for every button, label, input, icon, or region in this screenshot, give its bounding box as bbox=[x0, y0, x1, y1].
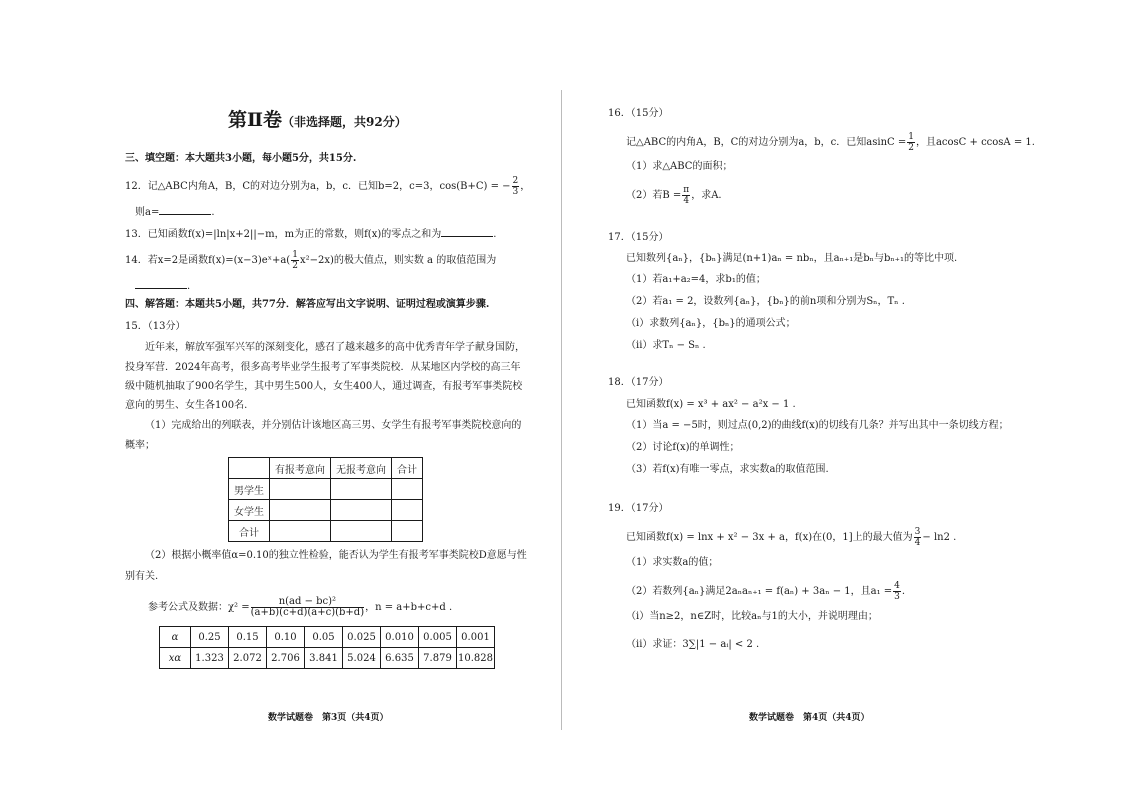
page-footer-4: 数学试题卷 第4页（共4页） bbox=[749, 713, 870, 723]
rt-cell: 0.010 bbox=[381, 627, 419, 648]
chi-square-lhs: χ² = bbox=[228, 602, 250, 613]
rt-cell: 6.635 bbox=[381, 648, 419, 669]
rt-cell: 0.001 bbox=[457, 627, 495, 648]
ct-cell[interactable] bbox=[392, 500, 423, 521]
chi-square-fraction bbox=[251, 597, 364, 618]
q19-part2-end: . bbox=[901, 586, 906, 597]
section-title bbox=[228, 107, 407, 135]
q14-answer-end: . bbox=[187, 281, 191, 292]
rt-cell: 0.15 bbox=[229, 627, 267, 648]
ct-cell[interactable] bbox=[270, 521, 331, 542]
q13-end: . bbox=[493, 229, 497, 240]
q16-part2-text: （2）若B = bbox=[626, 190, 682, 201]
rt-cell: 0.10 bbox=[267, 627, 305, 648]
q18-part1: （1）当a = −5时，则过点(0,2)的曲线f(x)的切线有几条？并写出其中一条切线方程； bbox=[626, 420, 1009, 431]
table-row bbox=[229, 521, 423, 542]
q15-paragraph-2: 投身军营．2024年高考，很多高考毕业学生报考了军事类院校．从某地区内学校的高三年 bbox=[125, 362, 521, 373]
rt-cell: 0.25 bbox=[191, 627, 229, 648]
critical-value-table bbox=[159, 626, 495, 669]
q16-frac-den: 2 bbox=[908, 143, 914, 153]
q14-fraction bbox=[291, 250, 299, 271]
question-12 bbox=[125, 176, 530, 197]
section-4-heading: 四、解答题：本题共5小题，共77分．解答应写出文字说明、证明过程或演算步骤. bbox=[125, 299, 490, 310]
rt-cell: 2.706 bbox=[267, 648, 305, 669]
question-14-answer-line bbox=[135, 278, 190, 294]
q16-part1: （1）求△ABC的面积； bbox=[626, 161, 733, 172]
ct-cell[interactable] bbox=[270, 500, 331, 521]
q17-part2-ii: （ii）求Tₙ − Sₙ . bbox=[626, 340, 706, 351]
q19-part2-frac-den: 3 bbox=[894, 592, 900, 602]
q17-statement: 已知数列{aₙ}，{bₙ}满足(n+1)aₙ = nbₙ，且aₙ₊₁是bₙ与bₙ₊₁的等比中项. bbox=[626, 253, 958, 264]
q15-paragraph-1: 近年来，解放军强军兴军的深刻变化，感召了越来越多的高中优秀青年学子献身国防， bbox=[145, 342, 525, 353]
question-12-answer-line bbox=[135, 204, 215, 220]
q18-part3: （3）若f(x)有唯一零点，求实数a的取值范围. bbox=[626, 464, 829, 475]
q15-part2-a: （2）根据小概率值α=0.10的独立性检验，能否认为学生有报考军事类院校D意愿与性 bbox=[145, 550, 527, 561]
q17-part2: （2）若a₁ = 2，设数列{aₙ}，{bₙ}的前n项和分别为Sₙ，Tₙ . bbox=[626, 296, 905, 307]
ct-row-label: 男学生 bbox=[229, 479, 270, 500]
q16-text-end: ，且acosC + ccosA = 1. bbox=[915, 137, 1035, 148]
q19-part2-ii: （ii）求证：3∑|1 − aᵢ| < 2 . bbox=[626, 639, 760, 650]
ct-row-label: 合计 bbox=[229, 521, 270, 542]
q19-part1: （1）求实数a的值； bbox=[626, 557, 719, 568]
rt-cell: 1.323 bbox=[191, 648, 229, 669]
q16-part2-frac-den: 4 bbox=[683, 196, 690, 206]
reference-formula bbox=[148, 597, 452, 618]
q19-text: 已知函数f(x) = lnx + x² − 3x + a，f(x)在(0，1]上的最大值为 bbox=[626, 532, 913, 543]
q15-part1-a: （1）完成给出的列联表，并分别估计该地区高三男、女学生有报考军事类院校意向的 bbox=[145, 420, 522, 431]
q15-heading: 15．（13分） bbox=[125, 321, 186, 332]
q19-part2-fraction bbox=[893, 581, 901, 602]
section-3-heading: 三、填空题：本大题共3小题，每小题5分，共15分. bbox=[125, 153, 357, 164]
q17-part1: （1）若a₁+a₂=4，求b₁的值； bbox=[626, 274, 766, 285]
q12-answer-label: 则a= bbox=[135, 207, 160, 218]
table-row bbox=[160, 648, 495, 669]
ct-header-cell: 无报考意向 bbox=[331, 458, 392, 479]
q19-part2-text: （2）若数列{aₙ}满足2aₙaₙ₊₁ = f(aₙ) + 3aₙ − 1，且a₁ = bbox=[626, 586, 893, 597]
q16-fraction bbox=[907, 132, 915, 153]
ct-header-cell: 有报考意向 bbox=[270, 458, 331, 479]
q16-part2-end: ，求A. bbox=[691, 190, 722, 201]
q16-part2-frac-num: π bbox=[683, 185, 690, 195]
rt-cell: 0.005 bbox=[419, 627, 457, 648]
table-row bbox=[160, 627, 495, 648]
q16-text: 记△ABC的内角A，B，C的对边分别为a，b，c．已知asinC = bbox=[626, 137, 907, 148]
q15-part2-b: 别有关. bbox=[125, 571, 159, 582]
q18-part2: （2）讨论f(x)的单调性； bbox=[626, 442, 740, 453]
rt-cell: 0.05 bbox=[305, 627, 343, 648]
title-sub: （非选择题，共92分） bbox=[282, 115, 407, 129]
q19-heading: 19．（17分） bbox=[608, 503, 669, 514]
q19-part2-i: （i）当n≥2，n∈Z时，比较aₙ与1的大小，并说明理由； bbox=[626, 611, 878, 622]
chi-den: (a+b)(c+d)(a+c)(b+d) bbox=[250, 607, 365, 618]
q17-part2-i: （i）求数列{aₙ}，{bₙ}的通项公式； bbox=[626, 318, 796, 329]
ct-header-cell bbox=[229, 458, 270, 479]
q16-part2-fraction bbox=[682, 185, 690, 206]
question-13 bbox=[125, 226, 496, 242]
table-row bbox=[229, 500, 423, 521]
q16-heading: 16．（15分） bbox=[608, 108, 669, 119]
title-main: 第Ⅱ卷 bbox=[228, 109, 283, 131]
contingency-header-row bbox=[229, 458, 423, 479]
rt-cell: 5.024 bbox=[343, 648, 381, 669]
ct-cell[interactable] bbox=[331, 500, 392, 521]
table-row bbox=[229, 479, 423, 500]
rt-cell: 10.828 bbox=[457, 648, 495, 669]
ct-cell[interactable] bbox=[331, 521, 392, 542]
q14-text: 14．若x=2是函数f(x)=(x−3)eˣ+a( bbox=[125, 255, 291, 266]
left-page bbox=[0, 0, 561, 794]
q15-paragraph-4: 意向的男生、女生各100名. bbox=[125, 400, 248, 411]
rt-cell: xα bbox=[160, 648, 191, 669]
page-footer-3: 数学试题卷 第3页（共4页） bbox=[268, 713, 389, 723]
q19-part2-frac-num: 4 bbox=[894, 581, 900, 591]
q12-text-end: ， bbox=[520, 181, 531, 192]
q15-part1-b: 概率； bbox=[125, 440, 155, 451]
rt-cell: α bbox=[160, 627, 191, 648]
q14-frac-num: 1 bbox=[292, 250, 298, 260]
rt-cell: 7.879 bbox=[419, 648, 457, 669]
q15-paragraph-3: 级中随机抽取了900名学生，其中男生500人，女生400人，通过调查，有报考军事类院校 bbox=[125, 381, 523, 392]
q14-frac-den: 2 bbox=[292, 261, 298, 271]
ct-cell[interactable] bbox=[331, 479, 392, 500]
question-16 bbox=[626, 132, 1035, 153]
rt-cell: 2.072 bbox=[229, 648, 267, 669]
question-14 bbox=[125, 250, 496, 271]
q18-heading: 18．（17分） bbox=[608, 377, 669, 388]
q13-answer-blank[interactable] bbox=[441, 226, 493, 237]
q19-part2 bbox=[626, 581, 905, 602]
q18-statement: 已知函数f(x) = x³ + ax² − a²x − 1 . bbox=[626, 399, 796, 410]
ct-header-cell: 合计 bbox=[392, 458, 423, 479]
reference-label: 参考公式及数据： bbox=[148, 602, 228, 613]
q13-text: 13．已知函数f(x)=|ln|x+2||−m，m为正的常数，则f(x)的零点之和为 bbox=[125, 229, 442, 240]
q12-text: 12．记△ABC内角A，B，C的对边分别为a，b，c．已知b=2，c=3，cos(B+C) = − bbox=[125, 181, 511, 192]
q17-heading: 17．（15分） bbox=[608, 232, 669, 243]
ct-cell[interactable] bbox=[392, 479, 423, 500]
rt-cell: 0.025 bbox=[343, 627, 381, 648]
q19-text-end: − ln2 . bbox=[922, 532, 957, 543]
chi-num: n(ad − bc)² bbox=[251, 597, 364, 608]
q16-frac-num: 1 bbox=[908, 132, 914, 142]
q19-frac-den: 4 bbox=[914, 538, 921, 548]
ct-cell[interactable] bbox=[270, 479, 331, 500]
q19-fraction bbox=[914, 527, 922, 548]
q14-text-end: x²−2x)的极大值点，则实数 a 的取值范围为 bbox=[299, 255, 497, 266]
q12-fraction bbox=[512, 176, 520, 197]
q12-answer-end: . bbox=[211, 207, 215, 218]
q19-frac-num: 3 bbox=[914, 527, 921, 537]
right-page bbox=[561, 0, 1123, 794]
contingency-table bbox=[228, 457, 423, 542]
ct-row-label: 女学生 bbox=[229, 500, 270, 521]
q12-frac-den: 3 bbox=[512, 187, 519, 197]
ct-cell[interactable] bbox=[392, 521, 423, 542]
q14-answer-blank[interactable] bbox=[135, 278, 187, 289]
q12-answer-blank[interactable] bbox=[159, 204, 211, 215]
question-19 bbox=[626, 527, 956, 548]
q16-part2 bbox=[626, 185, 722, 206]
q12-frac-num: 2 bbox=[512, 176, 519, 186]
chi-square-rhs: ，n = a+b+c+d . bbox=[365, 602, 453, 613]
rt-cell: 3.841 bbox=[305, 648, 343, 669]
